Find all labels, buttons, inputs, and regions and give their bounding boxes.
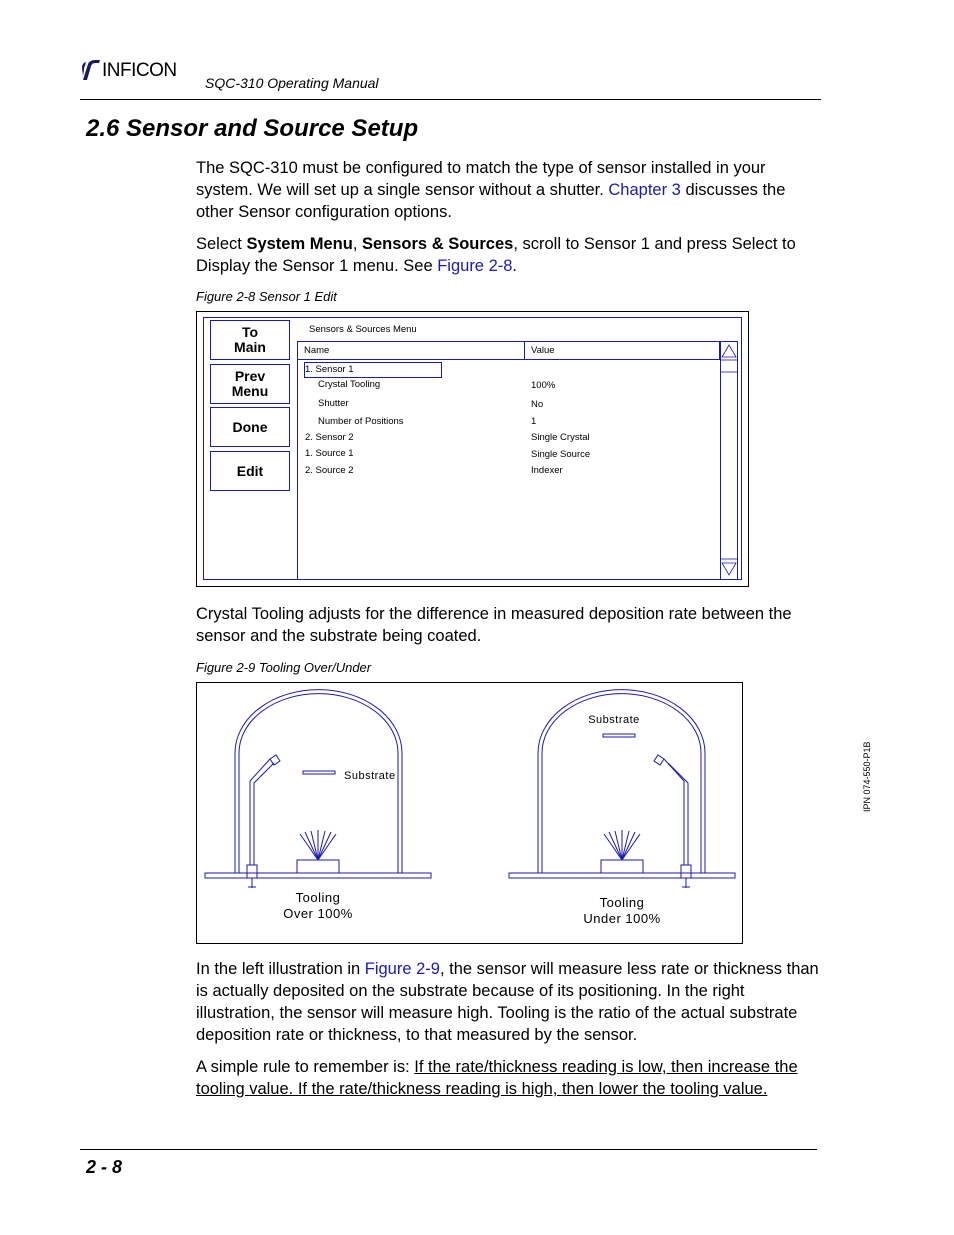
scroll-up-icon xyxy=(722,345,736,357)
text-run: The SQC-310 must be configured to match the type of sensor installed in your system. We will set up a single sensor without a shutter. xyxy=(196,159,766,199)
section-title: 2.6 Sensor and Source Setup xyxy=(86,115,419,142)
list-item-value: Single Source xyxy=(531,449,591,460)
button-label: Menu xyxy=(231,383,269,399)
figure-2-9-link[interactable]: Figure 2-9 xyxy=(364,960,440,978)
right-tooling-label: Tooling xyxy=(599,895,645,910)
right-evaporation-rays xyxy=(604,830,640,860)
ipn-label: IPN 074-550-P1B xyxy=(862,741,872,812)
to-main-button[interactable] xyxy=(210,320,290,360)
left-evaporation-rays xyxy=(300,830,336,860)
button-label: To xyxy=(241,324,259,340)
edit-button[interactable] xyxy=(210,451,290,491)
intro-paragraph xyxy=(196,157,821,223)
rule-text: If the rate/thickness reading is low, then increase the tooling value. If the rate/thickness reading is high, then lower the tooling value. xyxy=(196,1058,798,1098)
list-item-name[interactable]: 2. Sensor 2 xyxy=(305,432,354,443)
screen-frame xyxy=(203,317,742,580)
list-item-name[interactable]: Crystal Tooling xyxy=(318,379,381,390)
column-header-name: Name xyxy=(298,342,525,360)
chapter-3-link[interactable]: Chapter 3 xyxy=(608,181,681,199)
button-label: Prev xyxy=(234,368,266,384)
right-substrate-label: Substrate xyxy=(588,714,640,726)
list-item-value: No xyxy=(531,399,544,410)
figure-2-8-caption: Figure 2-8 Sensor 1 Edit xyxy=(196,289,337,304)
left-substrate-label: Substrate xyxy=(344,770,396,782)
sensor-1-edit-figure xyxy=(196,311,749,587)
tooling-over-under-figure xyxy=(196,682,743,944)
text-run: discusses the other Sensor configuration options. xyxy=(196,181,786,221)
list-item-value: Single Crystal xyxy=(531,432,590,443)
inficon-logo xyxy=(80,58,198,84)
text-run: A simple rule to remember is: xyxy=(196,1058,415,1076)
left-tooling-label: Tooling xyxy=(295,890,341,905)
button-label: Main xyxy=(234,339,266,355)
list-item-name[interactable]: Number of Positions xyxy=(318,416,404,427)
text-run: . xyxy=(512,257,518,275)
column-header-value: Value xyxy=(525,342,720,360)
scrollbar[interactable] xyxy=(720,342,737,579)
illustration-explanation-paragraph xyxy=(196,958,821,1046)
list-item-name[interactable]: 1. Source 1 xyxy=(305,448,354,459)
text-run: In the left illustration in xyxy=(196,960,365,978)
list-item-value: 1 xyxy=(531,416,537,427)
text-run: , scroll to Sensor 1 and press Select to Display the Sensor 1 menu. See xyxy=(196,235,796,275)
manual-title: SQC-310 Operating Manual xyxy=(205,75,379,91)
list-item-value: 100% xyxy=(531,380,556,391)
figure-2-9-caption: Figure 2-9 Tooling Over/Under xyxy=(196,660,372,675)
list-item-name[interactable]: 2. Source 2 xyxy=(305,465,354,476)
system-menu-term: System Menu xyxy=(246,235,353,253)
prev-menu-button[interactable] xyxy=(210,364,290,404)
text-run: , xyxy=(352,235,362,253)
header-rule xyxy=(80,99,821,100)
rule-paragraph xyxy=(196,1056,821,1100)
logo-text: INFICON xyxy=(102,60,177,81)
list-item-name[interactable]: Shutter xyxy=(318,398,349,409)
instruction-paragraph xyxy=(196,233,821,277)
tooling-paragraph: Crystal Tooling adjusts for the difference in measured deposition rate between the sensor and the substrate being coated. xyxy=(196,605,792,645)
menu-list xyxy=(297,341,738,580)
button-label: Edit xyxy=(236,462,264,479)
button-label: Done xyxy=(232,418,268,435)
text-run: Select xyxy=(196,235,247,253)
text-run: , the sensor will measure less rate or thickness than is actually deposited on the substrate because of its positioning. In the right illustration, the sensor will measure high. Tooling is the ratio of the actual substrate deposition rate or thickness, to that measured by the sensor. xyxy=(196,960,819,1044)
menu-title: Sensors & Sources Menu xyxy=(309,324,417,335)
left-chamber-diagram xyxy=(205,690,431,888)
left-tooling-value: Over 100% xyxy=(283,906,353,921)
page-number: 2 - 8 xyxy=(86,1157,123,1177)
figure-2-8-link[interactable]: Figure 2-8 xyxy=(437,257,513,275)
scroll-down-icon xyxy=(722,563,736,575)
sensors-sources-term: Sensors & Sources xyxy=(362,235,514,253)
done-button[interactable] xyxy=(210,407,290,447)
list-item-name[interactable]: 1. Sensor 1 xyxy=(305,364,354,375)
footer-rule xyxy=(80,1149,817,1150)
list-item-value: Indexer xyxy=(531,465,563,476)
right-tooling-value: Under 100% xyxy=(583,911,661,926)
